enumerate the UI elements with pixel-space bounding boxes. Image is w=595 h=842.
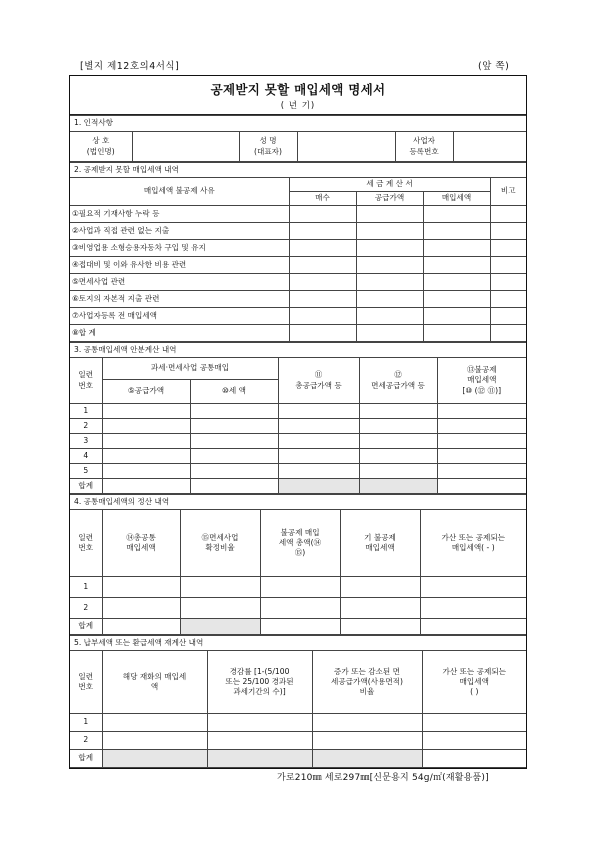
tax-period: ( 년 기): [280, 101, 316, 111]
cell[interactable]: [359, 419, 437, 434]
cell[interactable]: [190, 419, 278, 434]
cell[interactable]: [423, 308, 490, 325]
serial-no-header: 일련 번호: [70, 358, 102, 404]
cell[interactable]: [356, 308, 423, 325]
cell[interactable]: [490, 308, 526, 325]
exempt-supply-header: ⑫ 면세공급가액 등: [359, 358, 437, 404]
cell[interactable]: [437, 434, 526, 449]
section3-title: 3. 공통매입세액 안분계산 내역: [70, 343, 526, 358]
cell[interactable]: [190, 434, 278, 449]
cell[interactable]: [356, 257, 423, 274]
cell[interactable]: [180, 577, 260, 598]
cell[interactable]: [102, 449, 190, 464]
cell[interactable]: [312, 732, 422, 750]
form-title: 공제받지 못할 매입세액 명세서: [210, 82, 386, 97]
cell[interactable]: [437, 479, 526, 494]
section4-common-tax-settlement: [70, 494, 526, 635]
cell[interactable]: [102, 732, 207, 750]
nondeductible-total-header: 불공제 매입 세액 총액(⑭ ⑮): [260, 510, 340, 577]
cell[interactable]: [289, 206, 356, 223]
cell[interactable]: [102, 404, 190, 419]
cell[interactable]: [356, 274, 423, 291]
total-common-tax-header: ⑭총공통 매입세액: [102, 510, 180, 577]
row-number: 2: [70, 419, 102, 434]
supply-value-header: ⑤공급가액: [102, 380, 190, 404]
shaded-cell: [359, 479, 437, 494]
section4-title: 4. 공통매입세액의 정산 내역: [70, 495, 526, 510]
cell[interactable]: [289, 223, 356, 240]
section5-title: 5. 납부세액 또는 환급세액 재계산 내역: [70, 636, 526, 651]
row-number: 1: [70, 714, 102, 732]
cell[interactable]: [423, 291, 490, 308]
cell[interactable]: [359, 404, 437, 419]
cell[interactable]: [289, 257, 356, 274]
row-number: 4: [70, 449, 102, 464]
cell[interactable]: [423, 206, 490, 223]
row-number: 3: [70, 434, 102, 449]
prior-nondeductible-header: 기 불공제 매입세액: [340, 510, 420, 577]
cell[interactable]: [356, 240, 423, 257]
cell[interactable]: [102, 479, 190, 494]
form-number: [별지 제12호의4서식]: [80, 61, 180, 72]
cell[interactable]: [490, 223, 526, 240]
cell[interactable]: [102, 619, 180, 635]
cell[interactable]: [278, 419, 359, 434]
cell[interactable]: [423, 257, 490, 274]
cell[interactable]: [490, 325, 526, 342]
cell[interactable]: [289, 240, 356, 257]
section3-common-tax-allocation: [70, 342, 526, 494]
cell[interactable]: [102, 464, 190, 479]
nondeductible-tax-header: ⑬불공제 매입세액 [⑩ (⑫ ⑪)]: [437, 358, 526, 404]
cell[interactable]: [490, 274, 526, 291]
cell[interactable]: [190, 464, 278, 479]
section1-title: 1. 인적사항: [70, 116, 526, 132]
input-tax-header: 매입세액: [423, 192, 490, 206]
cell[interactable]: [289, 274, 356, 291]
cell[interactable]: [278, 464, 359, 479]
serial-no-header: 일련 번호: [70, 651, 102, 714]
tax-form: [69, 75, 527, 769]
rep-name-label: 성 명 (대표자): [239, 132, 297, 162]
biz-no-label: 사업자 등록번호: [395, 132, 453, 162]
cell[interactable]: [190, 449, 278, 464]
cell[interactable]: [422, 750, 526, 768]
total-label: 합계: [70, 619, 102, 635]
cell[interactable]: [278, 404, 359, 419]
cell[interactable]: [437, 419, 526, 434]
reason-row: ④접대비 및 이와 유사한 비용 관련: [70, 257, 289, 274]
cell[interactable]: [260, 577, 340, 598]
cell[interactable]: [420, 598, 526, 619]
cell[interactable]: [190, 479, 278, 494]
section2-title: 2. 공제받지 못할 매입세액 내역: [70, 163, 526, 178]
cell[interactable]: [102, 577, 180, 598]
cell[interactable]: [102, 419, 190, 434]
cell[interactable]: [207, 732, 312, 750]
reason-row: ②사업과 직접 관련 없는 지출: [70, 223, 289, 240]
cell[interactable]: [422, 732, 526, 750]
title-box: [70, 76, 526, 115]
cell[interactable]: [289, 325, 356, 342]
trade-name-field[interactable]: [132, 132, 239, 162]
cell[interactable]: [190, 404, 278, 419]
cell[interactable]: [180, 598, 260, 619]
cell[interactable]: [359, 449, 437, 464]
reason-row: ⑥토지의 자본적 지출 관련: [70, 291, 289, 308]
exempt-ratio-header: ⑮면세사업 확정비율: [180, 510, 260, 577]
cell[interactable]: [423, 325, 490, 342]
added-deducted-tax-header: 가산 또는 공제되는 매입세액( - ): [420, 510, 526, 577]
section2-nondeductible-tax: [70, 162, 526, 342]
paper-spec: 가로210㎜ 세로297㎜[신문용지 54g/㎡(재활용품)]: [277, 773, 489, 783]
section5-tax-recalculation: [70, 635, 526, 768]
cell[interactable]: [356, 291, 423, 308]
cell[interactable]: [420, 619, 526, 635]
cell[interactable]: [423, 240, 490, 257]
total-label: 합계: [70, 750, 102, 768]
cell[interactable]: [207, 714, 312, 732]
cell[interactable]: [437, 449, 526, 464]
reason-total-row: ⑧합 계: [70, 325, 289, 342]
cell[interactable]: [490, 240, 526, 257]
cell[interactable]: [359, 434, 437, 449]
cell[interactable]: [278, 449, 359, 464]
shaded-cell: [102, 750, 207, 768]
cell[interactable]: [289, 308, 356, 325]
cell[interactable]: [423, 274, 490, 291]
cell[interactable]: [437, 464, 526, 479]
biz-no-field[interactable]: [453, 132, 526, 162]
reason-row: ⑦사업자등록 전 매입세액: [70, 308, 289, 325]
cell[interactable]: [356, 223, 423, 240]
cell[interactable]: [490, 206, 526, 223]
cell[interactable]: [312, 714, 422, 732]
supply-value-header: 공급가액: [356, 192, 423, 206]
tax-amount-header: ⑩세 액: [190, 380, 278, 404]
cell[interactable]: [423, 223, 490, 240]
rep-name-field[interactable]: [297, 132, 395, 162]
cell[interactable]: [102, 434, 190, 449]
row-number: 1: [70, 577, 102, 598]
shaded-cell: [312, 750, 422, 768]
shaded-cell: [207, 750, 312, 768]
added-deducted-tax-header: 가산 또는 공제되는 매입세액 ( ): [422, 651, 526, 714]
page-side-label: (앞 쪽): [478, 61, 510, 72]
note-header: 비고: [490, 178, 526, 206]
reason-row: ①필요적 기재사항 누락 등: [70, 206, 289, 223]
exempt-ratio-change-header: 증가 또는 감소된 면 세공급가액(사용면적) 비율: [312, 651, 422, 714]
cell[interactable]: [340, 619, 420, 635]
cell[interactable]: [356, 206, 423, 223]
cell[interactable]: [420, 577, 526, 598]
cell[interactable]: [356, 325, 423, 342]
cell[interactable]: [278, 434, 359, 449]
row-number: 5: [70, 464, 102, 479]
reason-row: ③비영업용 소형승용자동차 구입 및 유지: [70, 240, 289, 257]
cell[interactable]: [422, 714, 526, 732]
cell[interactable]: [437, 404, 526, 419]
reason-header: 매입세액 불공제 사유: [70, 178, 289, 206]
common-purchase-header: 과세·면세사업 공통매입: [102, 358, 278, 380]
trade-name-label: 상 호 (법인명): [70, 132, 132, 162]
cell[interactable]: [490, 257, 526, 274]
cell[interactable]: [260, 598, 340, 619]
reason-row: ⑤면세사업 관련: [70, 274, 289, 291]
section1-personal-info: [70, 115, 526, 162]
shaded-cell: [180, 619, 260, 635]
shaded-cell: [278, 479, 359, 494]
row-number: 2: [70, 598, 102, 619]
total-label: 합계: [70, 479, 102, 494]
invoice-header: 세 금 계 산 서: [289, 178, 490, 192]
cell[interactable]: [289, 291, 356, 308]
goods-input-tax-header: 해당 재화의 매입세 액: [102, 651, 207, 714]
cell[interactable]: [490, 291, 526, 308]
row-number: 2: [70, 732, 102, 750]
cell[interactable]: [340, 577, 420, 598]
row-number: 1: [70, 404, 102, 419]
cell[interactable]: [260, 619, 340, 635]
reduction-rate-header: 경감률 [1-(5/100 또는 25/100 경과된 과세기간의 수)]: [207, 651, 312, 714]
total-supply-header: ⑪ 총공급가액 등: [278, 358, 359, 404]
cell[interactable]: [340, 598, 420, 619]
cell[interactable]: [102, 714, 207, 732]
cell[interactable]: [359, 464, 437, 479]
cell[interactable]: [102, 598, 180, 619]
count-header: 매수: [289, 192, 356, 206]
serial-no-header: 일련 번호: [70, 510, 102, 577]
